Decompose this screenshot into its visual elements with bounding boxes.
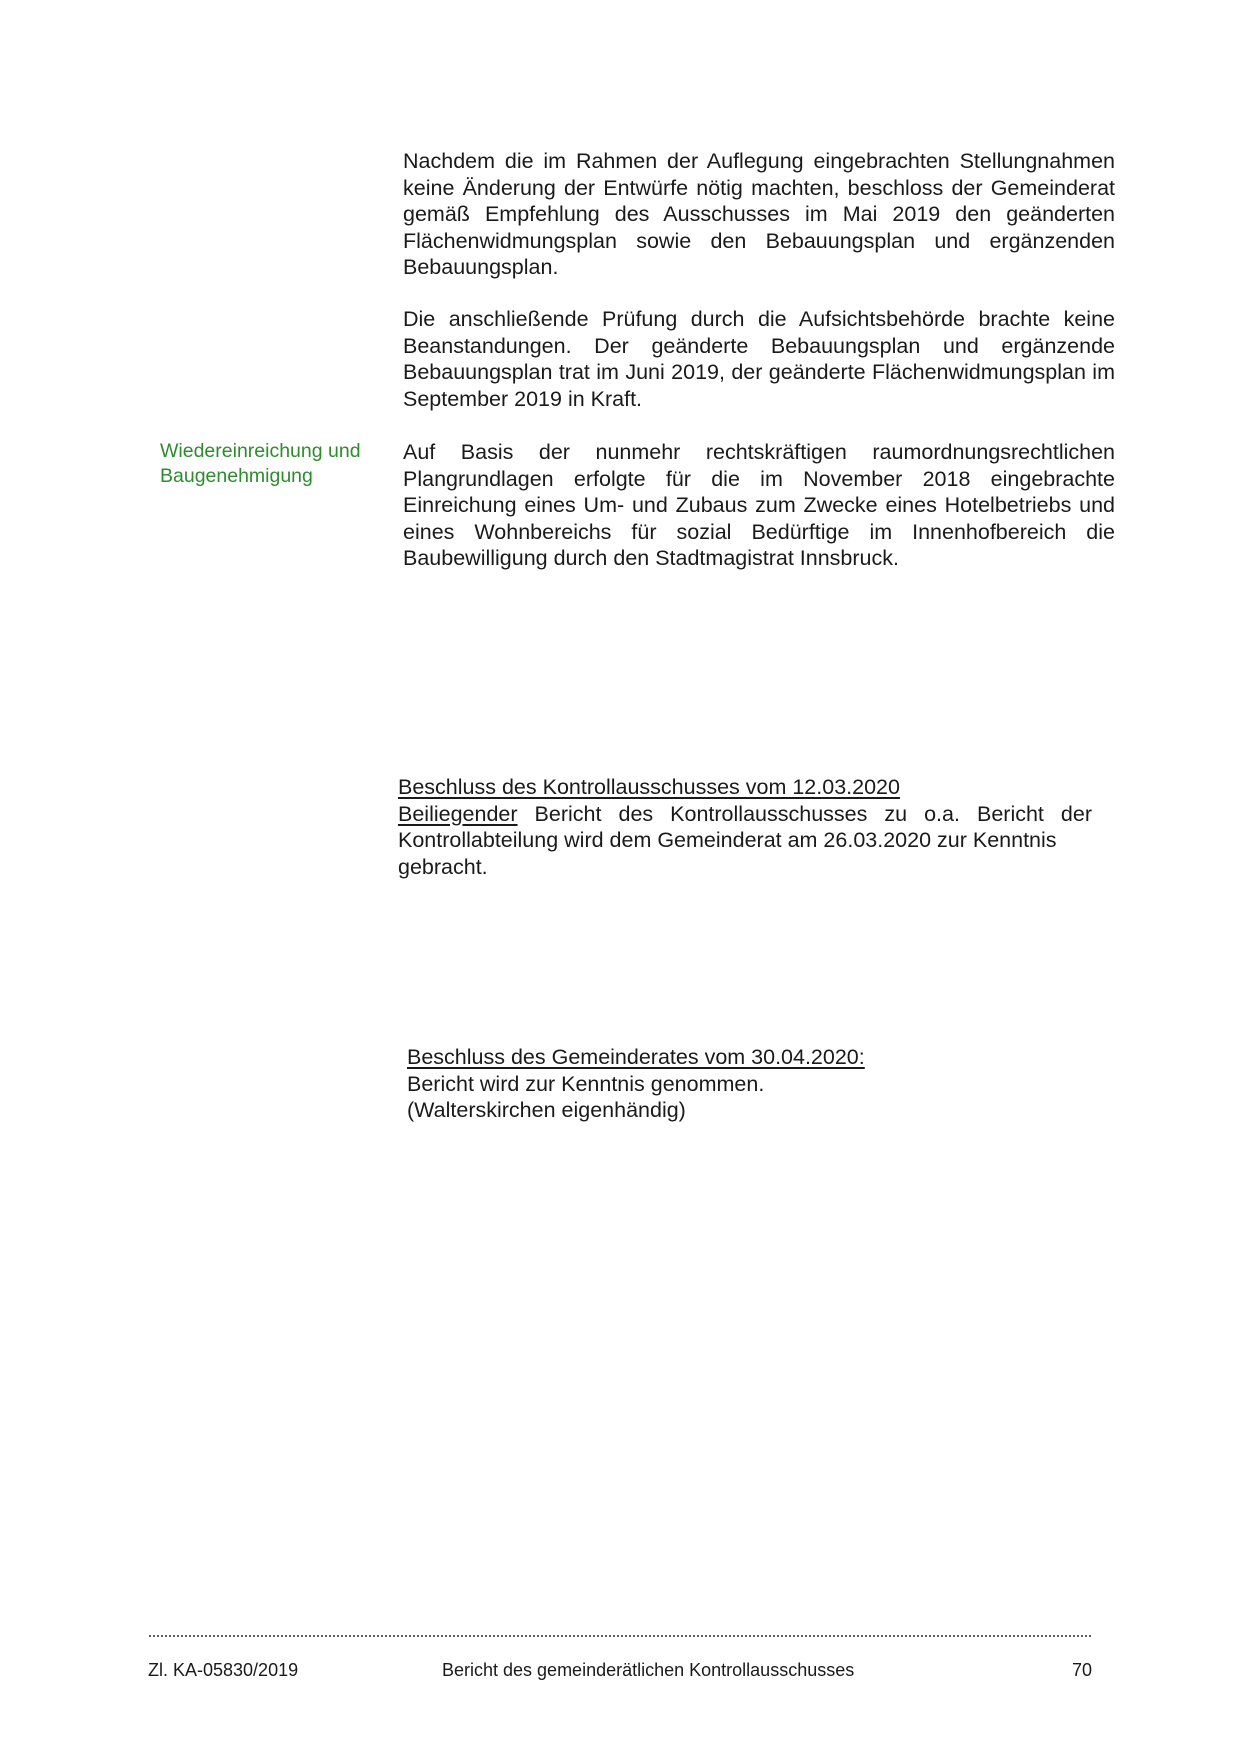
council-heading: Beschluss des Gemeinderates vom 30.04.2020: xyxy=(407,1045,865,1069)
committee-line-1 xyxy=(398,801,1092,828)
footer-dotted-rule xyxy=(148,1634,1093,1638)
footer-reference: Zl. KA-05830/2019 xyxy=(148,1660,299,1680)
footer-page-number: 70 xyxy=(1071,1660,1092,1680)
paragraph-pruefung: Die anschließende Prüfung durch die Aufsichtsbehörde brachte keine Beanstandungen. Der geänderte Bebauungsplan und ergänzende Bebauungsplan trat im Juni 2019, der geänderte Flächenwidmungsplan im September 2019 in Kraft. xyxy=(403,307,1115,411)
paragraph-baubewilligung: Auf Basis der nunmehr rechtskräftigen raumordnungsrechtlichen Plangrundlagen erfolgte für die im November 2018 eingebrachte Einreichung eines Um- und Zubaus zum Zwecke eines Hotelbetriebs und eines Wohnbereichs für sozial Bedürftige im Innenhofbereich die Baubewilligung durch den Stadtmagistrat Innsbruck. xyxy=(403,440,1115,570)
committee-line-2: Kontrollabteilung wird dem Gemeinderat am 26.03.2020 zur Kenntnis xyxy=(398,828,1057,852)
footer-title: Bericht des gemeinderätlichen Kontrollausschusses xyxy=(442,1660,855,1680)
council-line-2: (Walterskirchen eigenhändig) xyxy=(407,1098,686,1122)
paragraph-auflegung: Nachdem die im Rahmen der Auflegung eingebrachten Stellungnahmen keine Änderung der Entwürfe nötig machten, beschloss der Gemeinderat gemäß Empfehlung des Ausschusses im Mai 2019 den geänderten Flächenwidmungsplan sowie den Bebauungsplan und ergänzenden Bebauungsplan. xyxy=(403,149,1115,279)
side-note-wiedereinreichung xyxy=(160,439,390,489)
council-line-1: Bericht wird zur Kenntnis genommen. xyxy=(407,1071,765,1096)
committee-line-3: gebracht. xyxy=(398,854,488,879)
committee-line-1-rest: Bericht des Kontrollausschusses zu o.a. Bericht der xyxy=(517,801,1092,826)
side-note-line-1: Wiedereinreichung und xyxy=(160,440,361,462)
committee-heading: Beschluss des Kontrollausschusses vom 12.03.2020 xyxy=(398,775,900,799)
council-resolution xyxy=(407,1044,1087,1124)
committee-lead-word: Beiliegender xyxy=(398,801,518,826)
side-note-line-2: Baugenehmigung xyxy=(160,465,313,487)
committee-resolution xyxy=(398,774,1092,880)
